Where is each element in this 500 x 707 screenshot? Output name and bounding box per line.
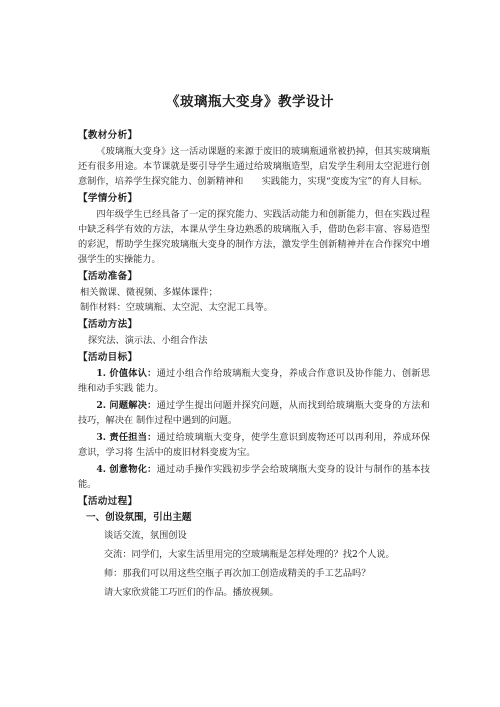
section-heading-method: 【活动方法】 [78, 319, 138, 330]
goal-text: 通过动手操作实践初步学会给玻璃瓶大变身的设计与制作的基本技能。 [78, 464, 430, 490]
goal-text: 通过小组合作给玻璃瓶大变身，养成合作意识及协作能力、创新思维和动手实践 能力。 [78, 368, 430, 394]
section-heading-prep: 【活动准备】 [78, 271, 138, 282]
section-heading-goals: 【活动目标】 [78, 352, 138, 363]
section-heading-analysis: 【教材分析】 [78, 130, 138, 141]
document-title: 《玻璃瓶大变身》教学设计 [166, 94, 334, 110]
goal-item [78, 366, 430, 396]
goal-label: 4. 创意物化： [96, 464, 157, 475]
step-heading: 一、创设氛围，引出主题 [86, 512, 192, 523]
goal-item [78, 462, 430, 492]
analysis-paragraph: 《玻璃瓶大变身》这一活动课题的来源于废旧的玻璃瓶通常被扔掉，但其实玻璃瓶还有很多用途。本节课就是要引导学生通过给玻璃瓶造型，启发学生利用太空泥进行创意制作，培养学生探究能力、创新精神和 实践能力，实现“变废为宝”的育人目标。 [78, 146, 430, 187]
section-heading-process: 【活动过程】 [78, 496, 138, 507]
goal-text: 通过给玻璃瓶大变身，使学生意识到废物还可以再利用，养成环保意识，学习将 生活中的废旧材料变废为宝。 [78, 432, 430, 458]
goal-text: 通过学生提出问题并探究问题，从而找到给玻璃瓶大变身的方法和技巧，解决在 制作过程中遇到的问题。 [78, 400, 430, 426]
document-body [78, 126, 430, 604]
method-line: 探究法、演示法、小组合作法 [88, 335, 208, 346]
students-paragraph: 四年级学生已经具备了一定的探究能力、实践活动能力和创新能力，但在实践过程中缺乏科学有效的方法，本课从学生身边熟悉的玻璃瓶入手，借助色彩丰富、容易造型的彩泥，帮助学生探究玻璃瓶大变身的制作方法，激发学生创新精神并在合作探究中增强学生的实操能力。 [78, 209, 430, 265]
section-heading-students: 【学情分析】 [78, 193, 138, 204]
process-line: 谈话交流，氛围创设 [104, 530, 187, 541]
process-line: 师：那我们可以用这些空瓶子再次加工创造成精美的手工艺品吗？ [104, 568, 371, 579]
prep-line: 相关微课、微视频、多媒体课件； [80, 287, 218, 298]
goal-item [78, 398, 430, 428]
goal-label: 2. 问题解决： [96, 400, 157, 411]
goal-item [78, 430, 430, 460]
prep-line: 制作材料：空玻璃瓶、太空泥、太空泥工具等。 [80, 302, 273, 313]
goal-label: 1. 价值体认： [96, 368, 157, 379]
process-line: 交流：同学们，大家生活里用完的空玻璃瓶是怎样处理的？找2个人说。 [104, 549, 395, 560]
goal-label: 3. 责任担当： [96, 432, 157, 443]
process-line: 请大家欣赏能工巧匠们的作品。播放视频。 [104, 587, 279, 598]
